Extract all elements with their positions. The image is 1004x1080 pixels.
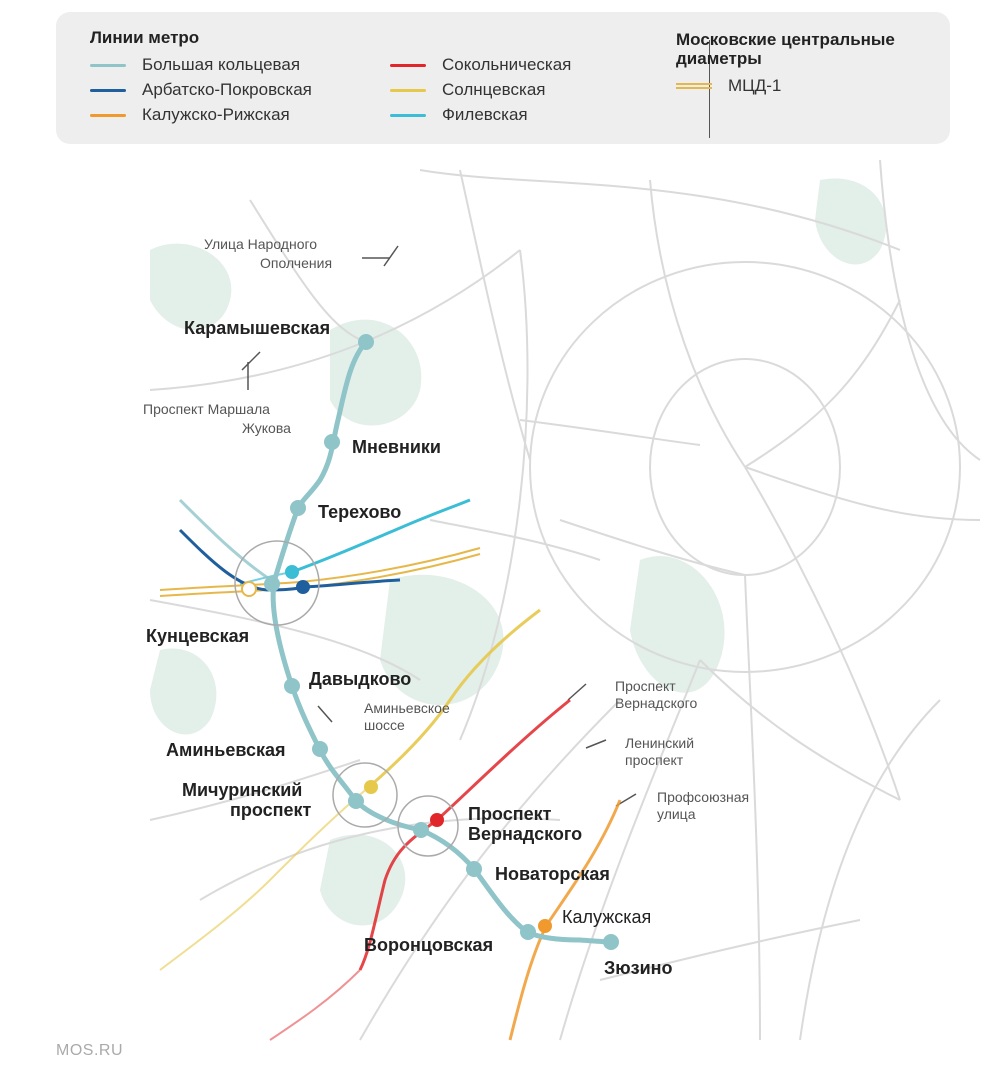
station-label-terekhovo: Терехово (318, 502, 402, 522)
street-label-leninsky-line1: Ленинский (625, 735, 695, 751)
legend-item-arbatsko-pokrovskaya (90, 79, 312, 101)
station-dot-kaluzhskaya[interactable] (538, 919, 552, 933)
line-swatch-sokolnicheskaya (390, 64, 426, 67)
station-dot-davydkovo[interactable] (284, 678, 300, 694)
station-label-zyuzino: Зюзино (604, 958, 673, 978)
street-label-profsoyuznaya-line2: улица (657, 806, 696, 822)
line-swatch-kaluzhsko-rizhskaya (90, 114, 126, 117)
street-label-vernadskogo-line2: Вернадского (615, 695, 698, 711)
station-dot-novatorskaya[interactable] (466, 861, 482, 877)
station-label-prospekt-vernadskogo-line2: Вернадского (468, 824, 583, 844)
line-bkl-west-branch (180, 500, 274, 582)
station-label-novatorskaya: Новаторская (495, 864, 610, 884)
line-sokolnicheskaya-continuation (270, 970, 360, 1040)
station-dot-kuntsevskaya-mcd1[interactable] (242, 582, 256, 596)
line-swatch-filevskaya (390, 114, 426, 117)
legend-mcd-heading-line2: диаметры (676, 49, 762, 68)
station-dot-kuntsevskaya-bkl[interactable] (264, 576, 280, 592)
station-dot-vorontsovskaya[interactable] (520, 924, 536, 940)
legend-label: Солнцевская (442, 80, 546, 99)
legend-mcd-heading-line1: Московские центральные (676, 30, 895, 49)
metro-map (0, 150, 1004, 1050)
station-label-mnevniki: Мневники (352, 437, 441, 457)
watermark: MOS.RU (56, 1042, 123, 1059)
line-swatch-mcd1 (676, 82, 712, 90)
line-swatch-arbatsko-pokrovskaya (90, 89, 126, 92)
street-label-aminyevskoe-line2: шоссе (364, 717, 405, 733)
legend-label: МЦД-1 (728, 76, 782, 95)
station-dot-karamyshevskaya[interactable] (358, 334, 374, 350)
street-label-leninsky-line2: проспект (625, 752, 684, 768)
station-dot-kuntsevskaya-filevskaya[interactable] (285, 565, 299, 579)
street-label-profsoyuznaya-line1: Профсоюзная (657, 789, 750, 805)
station-dot-zyuzino[interactable] (603, 934, 619, 950)
line-swatch-bkl (90, 64, 126, 67)
legend-label: Большая кольцевая (142, 55, 301, 74)
station-label-prospekt-vernadskogo-line1: Проспект (468, 804, 552, 824)
street-label-aminyevskoe-line1: Аминьевское (364, 700, 450, 716)
legend-label: Филевская (442, 105, 528, 124)
station-label-davydkovo: Давыдково (309, 669, 412, 689)
station-dot-aminyevskaya[interactable] (312, 741, 328, 757)
station-dot-michurinsky-solntsevskaya[interactable] (364, 780, 378, 794)
station-dot-prospekt-vernadskogo-bkl[interactable] (413, 822, 429, 838)
station-dot-prospekt-vernadskogo-sokolnicheskaya[interactable] (430, 813, 444, 827)
legend-metro-heading: Линии метро (90, 28, 200, 47)
line-arbatsko-pokrovskaya (180, 530, 400, 590)
legend-item-sokolnicheskaya (390, 54, 571, 76)
station-dot-kuntsevskaya-arbatsko[interactable] (296, 580, 310, 594)
street-label-zhukova-line2: Жукова (242, 420, 291, 436)
legend-item-bkl (90, 54, 300, 76)
station-label-aminyevskaya: Аминьевская (166, 740, 286, 760)
station-dot-michurinsky-bkl[interactable] (348, 793, 364, 809)
station-label-vorontsovskaya: Воронцовская (364, 935, 494, 955)
station-label-kaluzhskaya: Калужская (562, 907, 652, 927)
legend-panel (56, 12, 950, 144)
legend-item-solntsevskaya (390, 79, 545, 101)
station-label-michurinsky-line2: проспект (230, 800, 312, 820)
legend-label: Калужско-Рижская (142, 105, 290, 124)
station-label-michurinsky-line1: Мичуринский (182, 780, 303, 800)
legend-label: Сокольническая (442, 55, 572, 74)
street-label-narodnogo-line1: Улица Народного (204, 236, 318, 252)
legend-item-kaluzhsko-rizhskaya (90, 104, 290, 126)
legend-item-filevskaya (390, 104, 528, 126)
station-label-kuntsevskaya: Кунцевская (146, 626, 250, 646)
street-label-vernadskogo-line1: Проспект (615, 678, 676, 694)
station-label-karamyshevskaya: Карамышевская (184, 318, 331, 338)
line-swatch-solntsevskaya (390, 89, 426, 92)
legend-label: Арбатско-Покровская (142, 80, 312, 99)
street-label-zhukova-line1: Проспект Маршала (143, 401, 270, 417)
station-dot-terekhovo[interactable] (290, 500, 306, 516)
street-label-narodnogo-line2: Ополчения (260, 255, 333, 271)
station-dot-mnevniki[interactable] (324, 434, 340, 450)
legend-item-mcd1 (676, 75, 781, 97)
